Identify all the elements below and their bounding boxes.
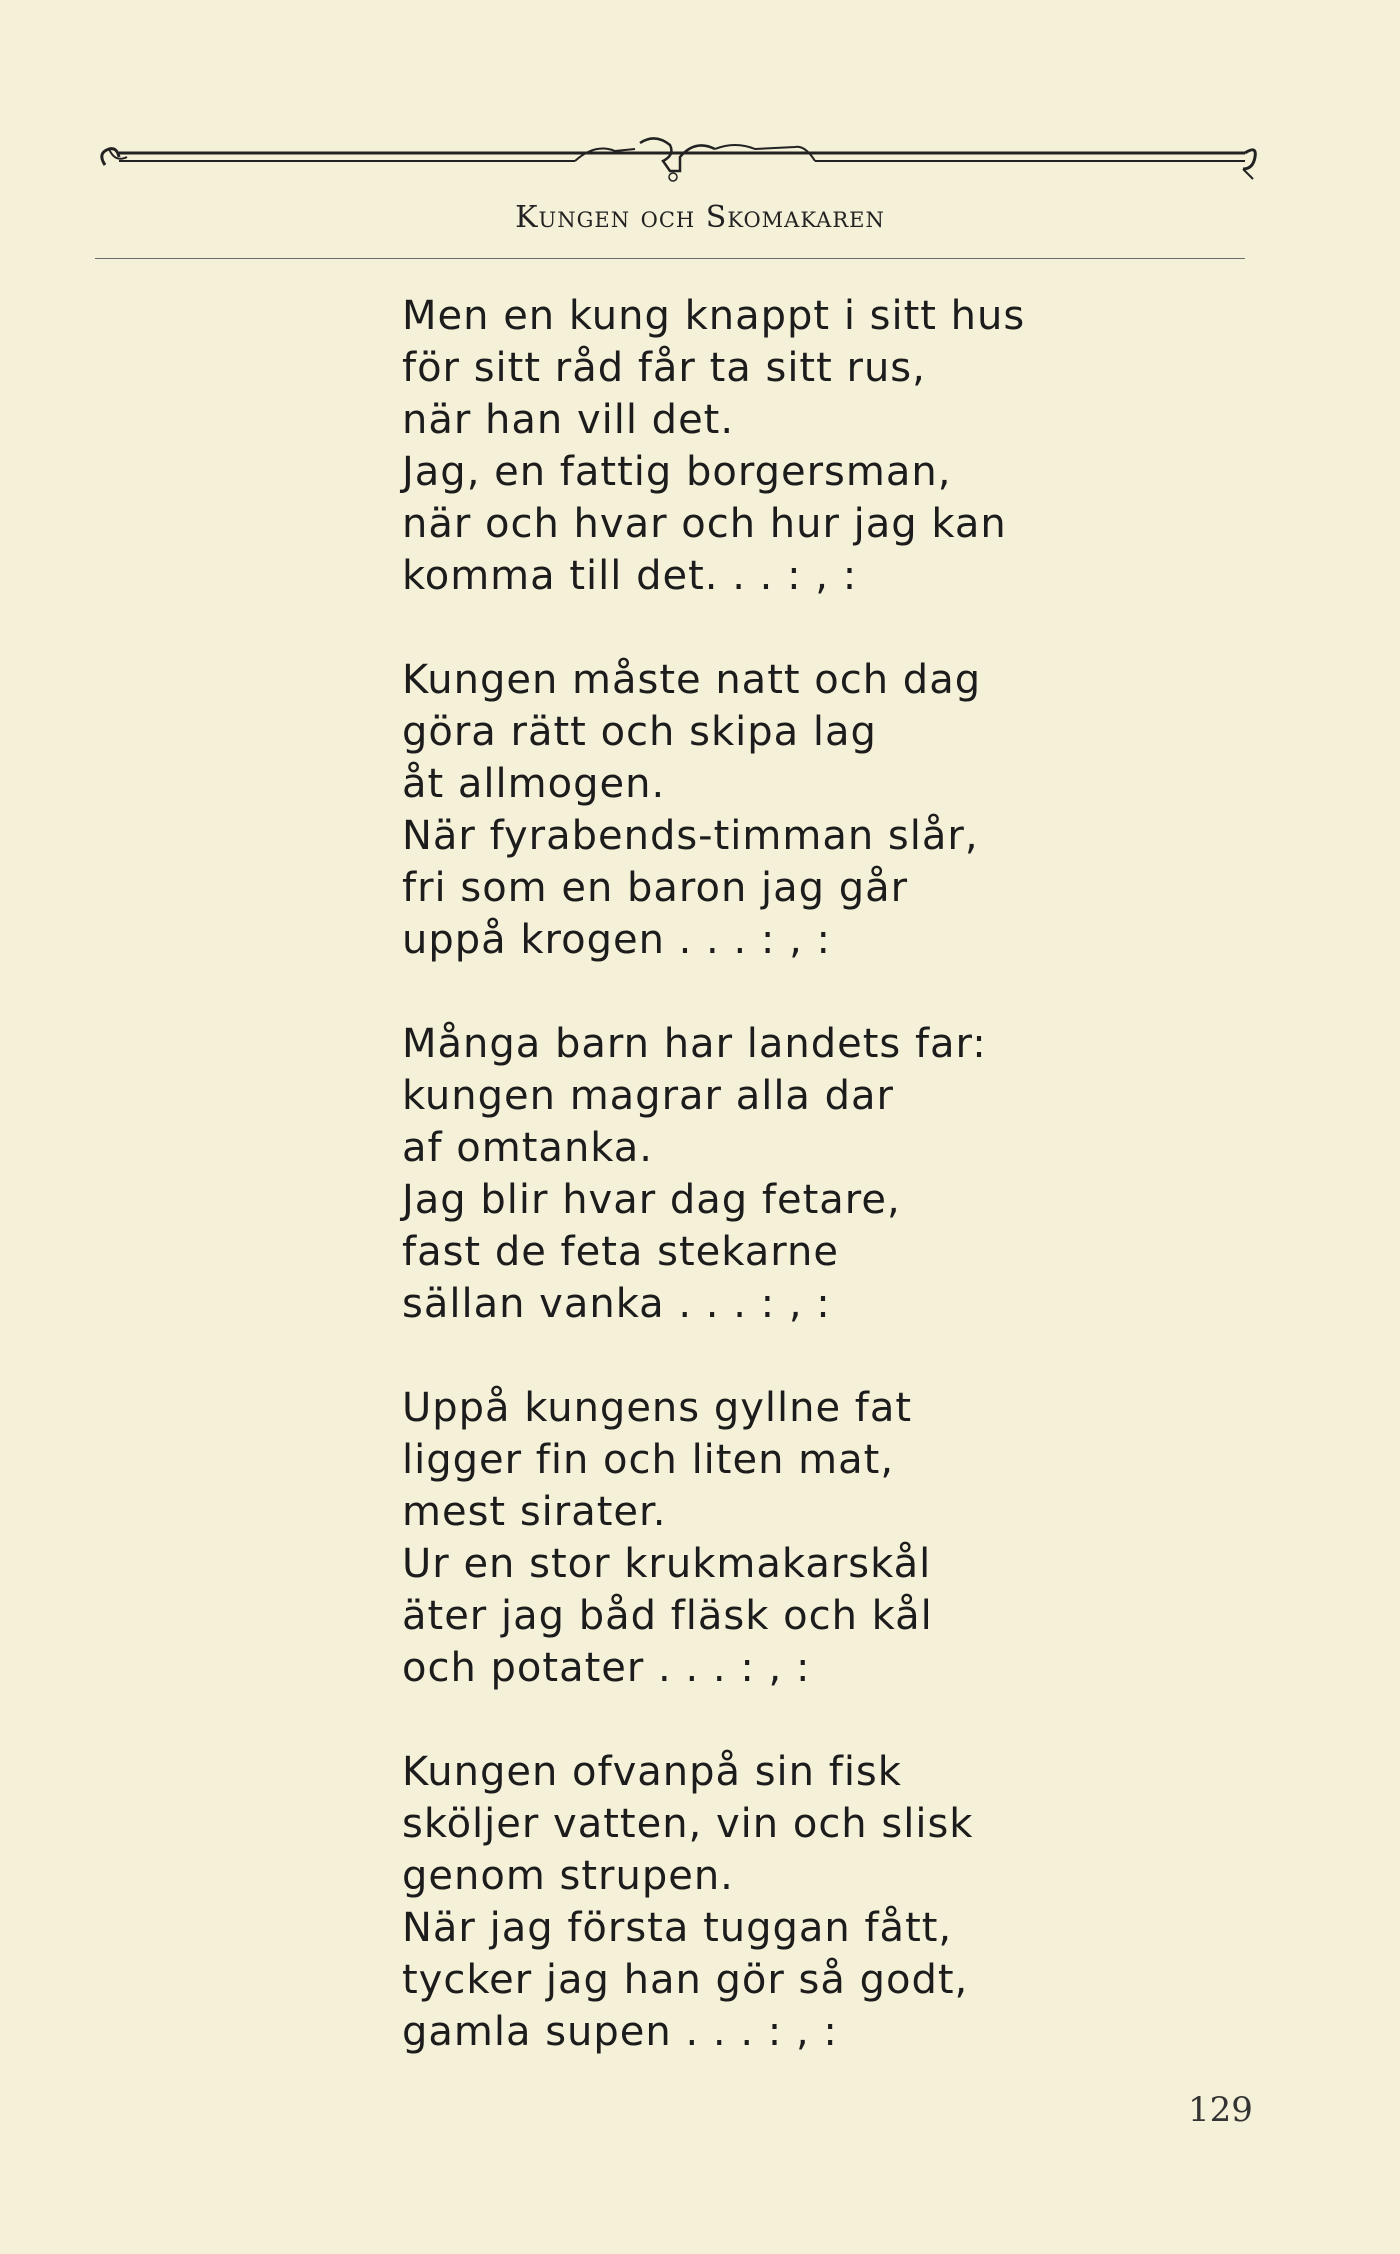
poem-line: Uppå kungens gyllne fat	[402, 1385, 913, 1431]
poem-line: åt allmogen.	[402, 761, 666, 807]
header-rule	[95, 258, 1245, 259]
poem-body	[402, 290, 1025, 2110]
running-title: Kungen och Skomakaren	[515, 200, 885, 235]
poem-line: af omtanka.	[402, 1125, 653, 1171]
poem-line: kungen magrar alla dar	[402, 1073, 894, 1119]
stanza	[402, 1382, 1025, 1694]
poem-line: Kungen ofvanpå sin fisk	[402, 1749, 902, 1795]
poem-line: När jag första tuggan fått,	[402, 1905, 953, 1951]
poem-line: Många barn har landets far:	[402, 1021, 987, 1067]
page-number: 129	[1188, 2090, 1253, 2130]
poem-line: äter jag båd fläsk och kål	[402, 1593, 933, 1639]
poem-line: genom strupen.	[402, 1853, 734, 1899]
poem-line: sällan vanka . . . : , :	[402, 1281, 831, 1327]
poem-line: Jag, en fattig borgersman,	[402, 449, 952, 495]
poem-line: Ur en stor krukmakarskål	[402, 1541, 932, 1587]
poem-line: gamla supen . . . : , :	[402, 2009, 838, 2055]
poem-line: ligger fin och liten mat,	[402, 1437, 895, 1483]
poem-line: för sitt råd får ta sitt rus,	[402, 345, 926, 391]
poem-line: fri som en baron jag går	[402, 865, 909, 911]
poem-line: uppå krogen . . . : , :	[402, 917, 832, 963]
poem-line: När fyrabends-timman slår,	[402, 813, 979, 859]
poem-line: Kungen måste natt och dag	[402, 657, 982, 703]
poem-line: när han vill det.	[402, 397, 735, 443]
poem-line: Jag blir hvar dag fetare,	[402, 1177, 901, 1223]
poem-line: komma till det. . . : , :	[402, 553, 858, 599]
poem-line: sköljer vatten, vin och slisk	[402, 1801, 974, 1847]
poem-line: mest sirater.	[402, 1489, 667, 1535]
poem-line: och potater . . . : , :	[402, 1645, 811, 1691]
stanza	[402, 1746, 1025, 2058]
poem-line: Men en kung knappt i sitt hus	[402, 293, 1026, 339]
stanza	[402, 654, 1025, 966]
poem-line: när och hvar och hur jag kan	[402, 501, 1007, 547]
poem-line: göra rätt och skipa lag	[402, 709, 877, 755]
stanza	[402, 1018, 1025, 1330]
decorative-header-ornament	[95, 135, 1265, 195]
stanza	[402, 290, 1025, 602]
poem-line: fast de feta stekarne	[402, 1229, 839, 1275]
poem-line: tycker jag han gör så godt,	[402, 1957, 969, 2003]
